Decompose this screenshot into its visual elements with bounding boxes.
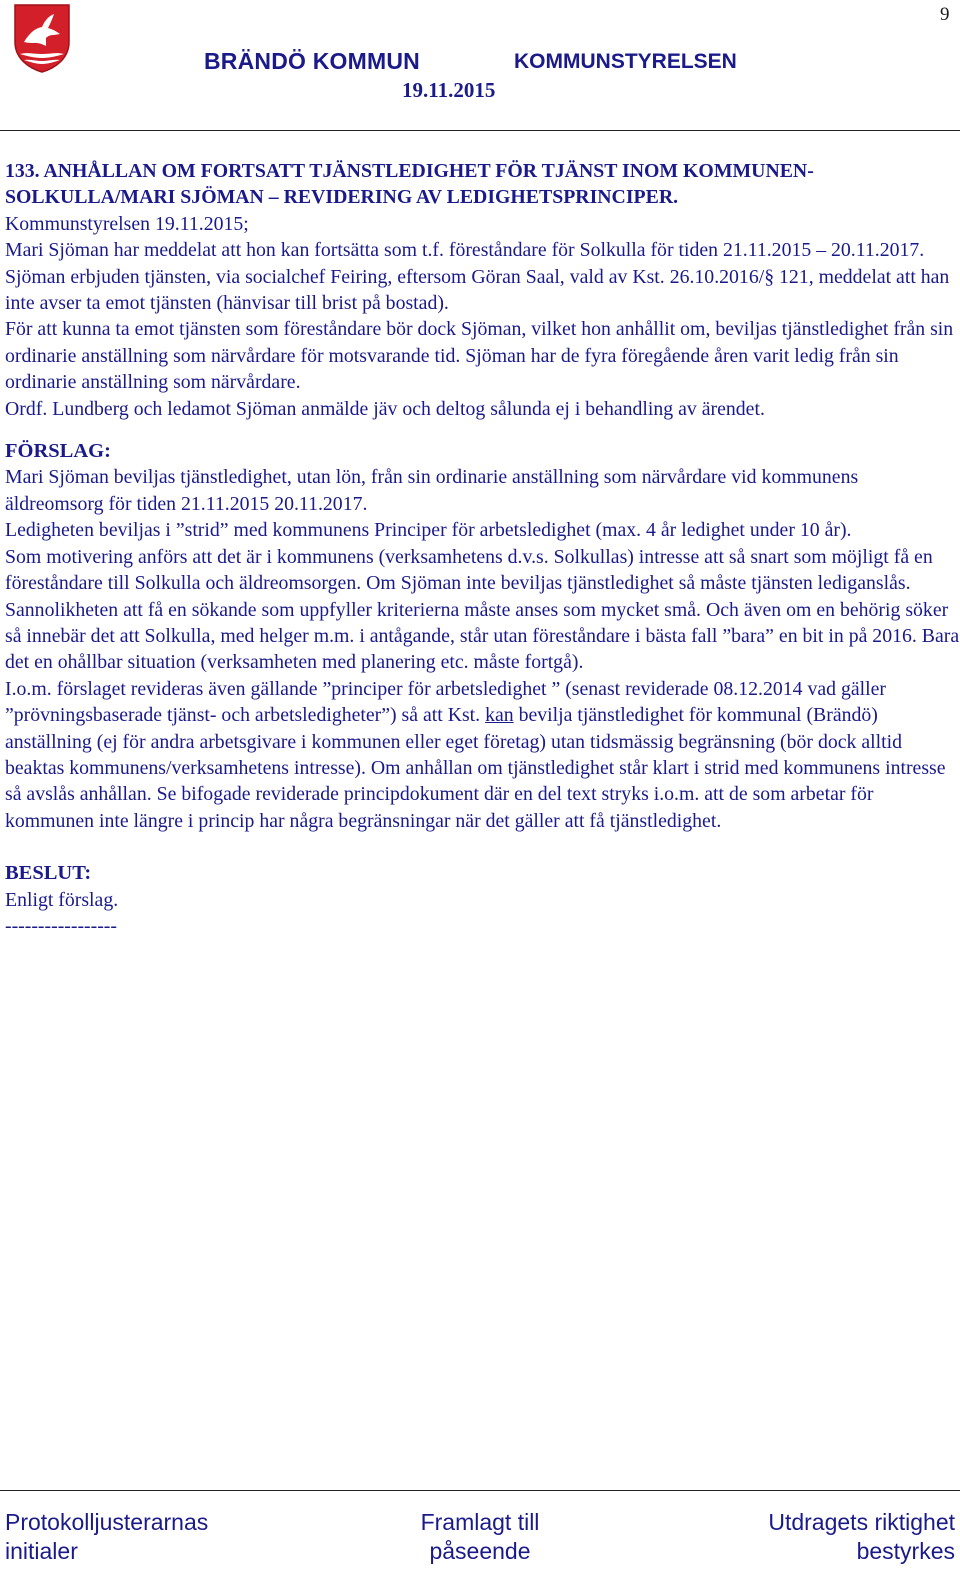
section-separator: -----------------: [5, 914, 117, 937]
page-number: 9: [940, 4, 950, 25]
footer-displayed: [390, 1508, 570, 1566]
footer-initials: [5, 1508, 208, 1566]
footer-label: Utdragets riktighet: [768, 1509, 955, 1535]
footer-label: Protokolljusterarnas: [5, 1509, 209, 1535]
proposal-paragraph: Ledigheten beviljas i ”strid” med kommunens Principer för arbetsledighet (max. 4 år ledighet under 10 år).: [5, 519, 852, 542]
proposal-text: I.o.m. förslaget revideras även gällande ”principer för arbetsledighet ” (senast reviderade 08.12.2014 vad gäller ”prövningsbaserade tjänst- och arbetsledigheter”) så att Kst.: [5, 677, 886, 727]
municipality-name: BRÄNDÖ KOMMUN: [204, 48, 420, 74]
background-paragraph: Mari Sjöman har meddelat att hon kan fortsätta som t.f. föreståndare för Solkulla för tiden 21.11.2015 – 20.11.2017. Sjöman erbjuden tjänsten, via socialchef Feiring, eftersom Göran Saal, vald av Kst. 26.10.2016/§ 121, meddelat att han inte avser ta emot tjänsten (hänvisar till brist på bostad).: [5, 239, 950, 315]
board-name: KOMMUNSTYRELSEN: [514, 50, 737, 73]
footer-certified: [768, 1508, 955, 1566]
proposal-paragraph: Som motivering anförs att det är i kommunens (verksamhetens d.v.s. Solkullas) intresse att så snart som möjligt få en föreståndare till Solkulla och äldreomsorgen. Om Sjöman inte beviljas tjänstledighet så måste tjänsten lediganslås. Sannolikheten att få en sökande som uppfyller kriterierna måste anses som mycket små. Och även om en behörig söker så innebär det att Solkulla, med helger m.m. i antågande, står utan föreståndare i bästa fall ”bara” en bit in på 2016. Bara det en ohållbar situation (verksamheten med planering etc. måste fortgå).: [5, 545, 960, 674]
spacer: [5, 834, 960, 860]
proposal-label: FÖRSLAG:: [5, 440, 111, 463]
footer-label: bestyrkes: [856, 1538, 955, 1564]
underlined-word: kan: [485, 704, 514, 727]
item-title-line-1: 133. ANHÅLLAN OM FORTSATT TJÄNSTLEDIGHET FÖR TJÄNST INOM KOMMUNEN-: [5, 160, 814, 182]
proposal-paragraph: Mari Sjöman beviljas tjänstledighet, utan lön, från sin ordinarie anställning som närvårdare vid kommunens äldreomsorg för tiden 21.11.2015 20.11.2017.: [5, 466, 859, 515]
minutes-body: [5, 158, 960, 939]
footer-label: Framlagt till: [420, 1509, 540, 1535]
footer-divider: [0, 1490, 960, 1491]
spacer: [5, 422, 960, 438]
proposal-text: bevilja tjänstledighet för kommunal (Brändö) anställning (ej för andra arbetsgivare i kommunen eller eget företag) utan tidsmässig begränsning (bör dock alltid beaktas kommunens/verksamhetens intresse). Om anhållan om tjänstledighet står klart i strid med kommunens intresse så avslås anhållan. Se bifogade reviderade principdokument där en del text stryks i.o.m. att de som arbetar för kommunen inte längre i princip har några begränsningar när det gäller att få tjänstledighet.: [5, 704, 946, 832]
municipal-coat-of-arms-icon: [12, 2, 72, 74]
background-paragraph: För att kunna ta emot tjänsten som föreståndare bör dock Sjöman, vilket hon anhållit om, beviljas tjänstledighet från sin ordinarie anställning som närvårdare för motsvarande tid. Sjöman har de fyra föregående åren varit ledig från sin ordinarie anställning som närvårdare.: [5, 318, 954, 394]
footer-label: påseende: [429, 1538, 531, 1564]
footer-label: initialer: [5, 1538, 78, 1564]
decision-label: BESLUT:: [5, 862, 92, 885]
header-divider: [0, 130, 960, 131]
decision-text: Enligt förslag.: [5, 888, 119, 911]
disqualification-note: Ordf. Lundberg och ledamot Sjöman anmälde jäv och deltog sålunda ej i behandling av ärendet.: [5, 397, 765, 420]
meeting-date: 19.11.2015: [402, 78, 496, 102]
meeting-reference: Kommunstyrelsen 19.11.2015;: [5, 212, 249, 235]
item-title-line-2: SOLKULLA/MARI SJÖMAN – REVIDERING AV LEDIGHETSPRINCIPER.: [5, 186, 679, 209]
proposal-paragraph: [5, 676, 960, 834]
